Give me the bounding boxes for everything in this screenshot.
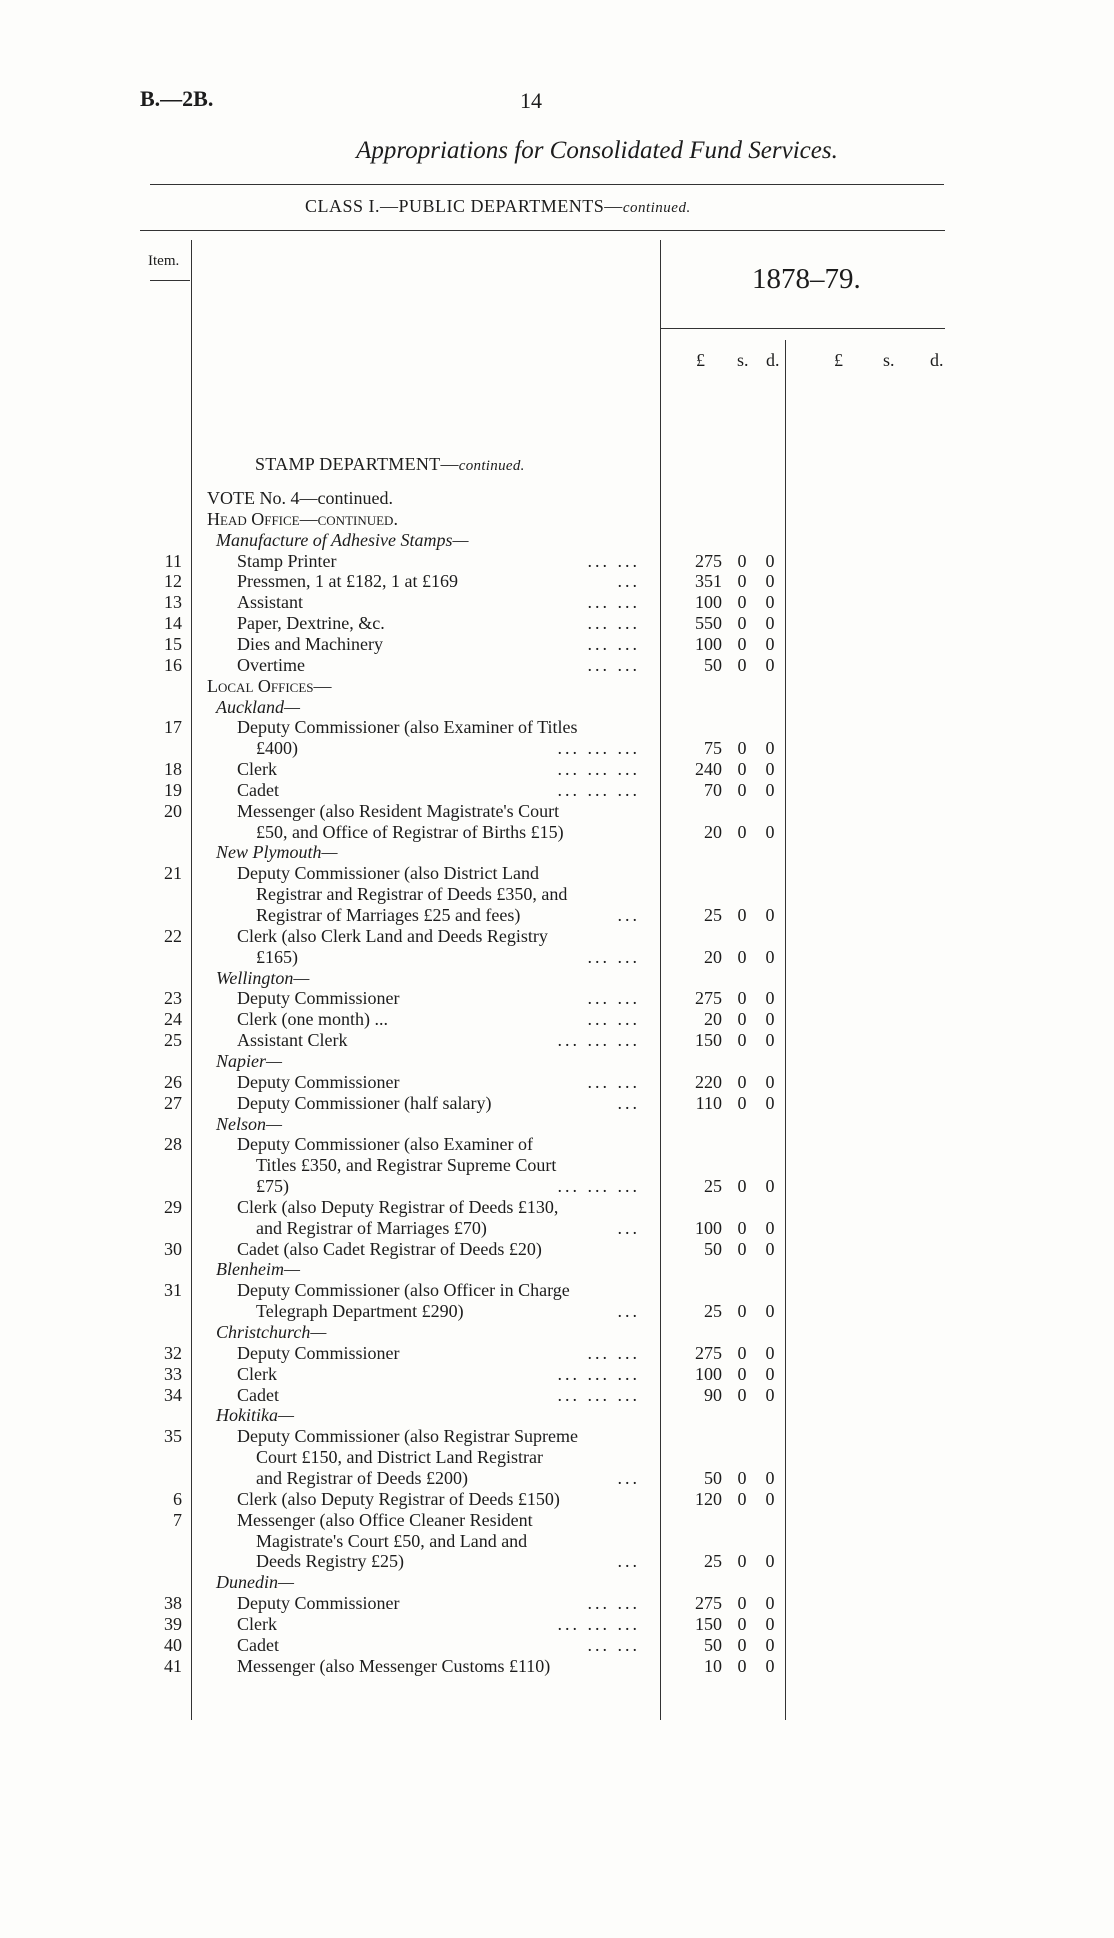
item-number: 30 xyxy=(164,1238,182,1259)
amount-pence: 0 xyxy=(765,1363,775,1384)
table-row xyxy=(0,1364,1114,1385)
table-row xyxy=(0,551,1114,572)
amount-pounds: 25 xyxy=(704,905,722,925)
year-header: 1878–79. xyxy=(752,263,861,295)
line-description: Stamp Printer xyxy=(237,550,337,571)
item-number: 22 xyxy=(164,925,182,946)
pence-header-2: d. xyxy=(930,350,944,370)
item-number: 15 xyxy=(164,633,182,654)
line-description: Blenheim— xyxy=(216,1259,300,1280)
table-row xyxy=(0,1489,1114,1510)
shillings-header-1: s. xyxy=(737,350,749,370)
line-description: Deeds Registry £25) xyxy=(256,1551,404,1572)
table-row xyxy=(0,1405,1114,1426)
table-row xyxy=(0,1259,1114,1280)
amount-shillings: 0 xyxy=(737,633,747,654)
amount-pounds: 50 xyxy=(704,1238,722,1259)
table-row xyxy=(0,1447,1114,1468)
line-description: Messenger (also Resident Magistrate's Court xyxy=(237,800,560,821)
amount-pence: 0 xyxy=(765,1551,775,1572)
table-row xyxy=(0,926,1114,947)
amount-pence: 0 xyxy=(765,1030,775,1051)
amount-pence: 0 xyxy=(765,550,775,571)
amount-shillings: 0 xyxy=(737,1301,747,1322)
amount-shillings: 0 xyxy=(737,821,747,842)
dot-leader: ... xyxy=(617,1217,640,1238)
table-row xyxy=(0,988,1114,1009)
amount-shillings: 0 xyxy=(737,1655,747,1676)
item-number: 17 xyxy=(164,717,182,738)
amount-pence: 0 xyxy=(765,571,775,592)
amount-shillings: 0 xyxy=(737,738,747,759)
line-description: New Plymouth— xyxy=(216,842,338,863)
dot-leader: ... xyxy=(617,1092,640,1113)
amount-pounds: 25 xyxy=(704,1301,722,1322)
amount-pence: 0 xyxy=(765,1176,775,1197)
line-description: Deputy Commissioner (also Examiner of xyxy=(237,1134,533,1155)
table-row xyxy=(0,1322,1114,1343)
amount-shillings: 0 xyxy=(737,1176,747,1197)
line-description: Overtime xyxy=(237,654,305,675)
amount-pence: 0 xyxy=(765,1467,775,1488)
amount-pounds: 25 xyxy=(704,1176,722,1197)
item-number: 13 xyxy=(164,592,182,613)
table-row xyxy=(0,697,1114,718)
item-column-header: Item. xyxy=(148,253,180,269)
page-number: 14 xyxy=(520,88,542,113)
item-number: 6 xyxy=(173,1488,182,1509)
line-description: Hokitika— xyxy=(216,1405,294,1426)
item-number: 41 xyxy=(164,1655,182,1676)
line-description: Manufacture of Adhesive Stamps— xyxy=(216,529,469,550)
line-description: Titles £350, and Registrar Supreme Court xyxy=(256,1155,557,1176)
amount-pence: 0 xyxy=(765,1342,775,1363)
table-row xyxy=(0,822,1114,843)
dot-leader: ... ... xyxy=(587,613,640,634)
line-description: Deputy Commissioner xyxy=(237,1342,400,1363)
line-description: Napier— xyxy=(216,1050,283,1071)
amount-pence: 0 xyxy=(765,821,775,842)
line-description: Clerk (also Clerk Land and Deeds Registry xyxy=(237,925,548,946)
amount-pounds: 220 xyxy=(695,1071,722,1092)
table-row xyxy=(0,1656,1114,1677)
table-row xyxy=(0,1531,1114,1552)
item-number: 33 xyxy=(164,1363,182,1384)
amount-pence: 0 xyxy=(765,738,775,759)
line-description: Messenger (also Messenger Customs £110) xyxy=(237,1655,551,1676)
amount-shillings: 0 xyxy=(737,1217,747,1238)
dot-leader: ... ... ... xyxy=(557,759,640,780)
amount-pounds: 20 xyxy=(704,1009,722,1030)
amount-pounds: 150 xyxy=(695,1030,722,1051)
section-title xyxy=(255,454,525,475)
table-row xyxy=(0,655,1114,676)
table-row xyxy=(0,1072,1114,1093)
line-description: Clerk (also Deputy Registrar of Deeds £150) xyxy=(237,1488,560,1509)
amount-pence: 0 xyxy=(765,1384,775,1405)
table-top-rule xyxy=(140,230,945,231)
table-row xyxy=(0,884,1114,905)
item-number: 24 xyxy=(164,1009,182,1030)
table-row xyxy=(0,613,1114,634)
amount-shillings: 0 xyxy=(737,571,747,592)
amount-shillings: 0 xyxy=(737,1488,747,1509)
page-title: Appropriations for Consolidated Fund Services. xyxy=(356,137,838,164)
shillings-header-2: s. xyxy=(883,350,895,370)
table-row xyxy=(0,947,1114,968)
amount-shillings: 0 xyxy=(737,1009,747,1030)
amount-pence: 0 xyxy=(765,759,775,780)
table-row xyxy=(0,801,1114,822)
line-description: Deputy Commissioner (also District Land xyxy=(237,863,539,884)
item-number: 34 xyxy=(164,1384,182,1405)
item-number: 32 xyxy=(164,1342,182,1363)
item-number: 21 xyxy=(164,863,182,884)
amount-shillings: 0 xyxy=(737,779,747,800)
amount-pence: 0 xyxy=(765,1301,775,1322)
table-row xyxy=(0,1030,1114,1051)
dot-leader: ... xyxy=(617,1551,640,1572)
amount-pounds: 275 xyxy=(695,550,722,571)
amount-pounds: 100 xyxy=(695,1217,722,1238)
amount-pence: 0 xyxy=(765,779,775,800)
item-number: 19 xyxy=(164,779,182,800)
item-number: 35 xyxy=(164,1426,182,1447)
line-description: Assistant xyxy=(237,592,304,613)
table-row xyxy=(0,1635,1114,1656)
line-description: Messenger (also Office Cleaner Resident xyxy=(237,1509,533,1530)
amount-pounds: 90 xyxy=(704,1384,722,1405)
item-number: 7 xyxy=(173,1509,182,1530)
amount-pounds: 240 xyxy=(695,759,722,780)
amount-pence: 0 xyxy=(765,1092,775,1113)
line-description: Cadet xyxy=(237,1384,279,1405)
item-number: 28 xyxy=(164,1134,182,1155)
dot-leader: ... xyxy=(617,905,640,925)
amount-pence: 0 xyxy=(765,988,775,1009)
line-description: Deputy Commissioner (also Officer in Charge xyxy=(237,1280,570,1301)
line-description: Local Offices— xyxy=(207,675,332,696)
table-row xyxy=(0,759,1114,780)
line-description: Christchurch— xyxy=(216,1322,327,1342)
amount-pounds: 75 xyxy=(704,738,722,759)
item-number: 27 xyxy=(164,1092,182,1113)
table-row xyxy=(0,530,1114,551)
item-number: 16 xyxy=(164,654,182,675)
amount-pence: 0 xyxy=(765,905,775,925)
amount-pence: 0 xyxy=(765,1634,775,1655)
amount-pence: 0 xyxy=(765,1217,775,1238)
line-description: Deputy Commissioner xyxy=(237,1593,400,1614)
table-row xyxy=(0,1176,1114,1197)
table-row xyxy=(0,842,1114,863)
line-description: £165) xyxy=(256,946,298,967)
dot-leader: ... ... ... xyxy=(557,1030,640,1051)
dot-leader: ... ... xyxy=(587,988,640,1009)
amount-pence: 0 xyxy=(765,1009,775,1030)
amount-pence: 0 xyxy=(765,1613,775,1634)
table-row xyxy=(0,1197,1114,1218)
class-heading xyxy=(305,196,691,217)
amount-pence: 0 xyxy=(765,946,775,967)
section-title-cont: continued. xyxy=(458,458,525,474)
line-description: £50, and Office of Registrar of Births £15) xyxy=(256,821,564,842)
dot-leader: ... xyxy=(617,1467,640,1488)
amount-shillings: 0 xyxy=(737,1030,747,1051)
amount-pounds: 100 xyxy=(695,633,722,654)
dot-leader: ... ... ... xyxy=(557,779,640,800)
item-number: 14 xyxy=(164,613,182,634)
dot-leader: ... ... xyxy=(587,1593,640,1614)
item-number: 20 xyxy=(164,800,182,821)
item-number: 11 xyxy=(164,550,182,571)
table-row xyxy=(0,634,1114,655)
amount-pounds: 550 xyxy=(695,613,722,634)
pence-header-1: d. xyxy=(766,350,780,370)
line-description: Telegraph Department £290) xyxy=(256,1301,464,1322)
amount-pence: 0 xyxy=(765,1488,775,1509)
amount-pounds: 150 xyxy=(695,1613,722,1634)
line-description: Clerk xyxy=(237,1613,277,1634)
item-number: 39 xyxy=(164,1613,182,1634)
table-row xyxy=(0,1114,1114,1135)
amount-shillings: 0 xyxy=(737,1613,747,1634)
dot-leader: ... xyxy=(617,571,640,592)
dot-leader: ... ... ... xyxy=(557,1613,640,1634)
dot-leader: ... xyxy=(617,1301,640,1322)
amount-shillings: 0 xyxy=(737,550,747,571)
table-row xyxy=(0,1093,1114,1114)
amount-shillings: 0 xyxy=(737,1363,747,1384)
amount-shillings: 0 xyxy=(737,1593,747,1614)
amount-shillings: 0 xyxy=(737,905,747,925)
amount-pounds: 351 xyxy=(695,571,722,592)
amount-shillings: 0 xyxy=(737,1384,747,1405)
amount-pounds: 25 xyxy=(704,1551,722,1572)
item-number: 12 xyxy=(164,571,182,592)
amount-shillings: 0 xyxy=(737,988,747,1009)
item-number: 29 xyxy=(164,1196,182,1217)
amount-pounds: 275 xyxy=(695,988,722,1009)
amount-shillings: 0 xyxy=(737,1092,747,1113)
line-description: Clerk xyxy=(237,1363,277,1384)
table-row xyxy=(0,509,1114,530)
line-description: Clerk (also Deputy Registrar of Deeds £130, xyxy=(237,1196,559,1217)
amount-shillings: 0 xyxy=(737,1342,747,1363)
amount-pence: 0 xyxy=(765,592,775,613)
table-row xyxy=(0,1155,1114,1176)
table-row xyxy=(0,1134,1114,1155)
amount-pence: 0 xyxy=(765,654,775,675)
dot-leader: ... ... ... xyxy=(557,1384,640,1405)
table-row xyxy=(0,1510,1114,1531)
table-row xyxy=(0,592,1114,613)
dot-leader: ... ... xyxy=(587,1009,640,1030)
table-row xyxy=(0,863,1114,884)
amount-pounds: 70 xyxy=(704,779,722,800)
table-row xyxy=(0,780,1114,801)
table-row xyxy=(0,1343,1114,1364)
section-title-text: STAMP DEPARTMENT— xyxy=(255,454,459,474)
line-description: Head Office—continued. xyxy=(207,508,398,529)
item-number: 23 xyxy=(164,988,182,1009)
line-description: Clerk xyxy=(237,759,277,780)
line-description: Cadet (also Cadet Registrar of Deeds £20) xyxy=(237,1238,542,1259)
line-description: Cadet xyxy=(237,779,279,800)
year-underline xyxy=(660,328,945,329)
line-description: Dies and Machinery xyxy=(237,633,383,654)
table-row xyxy=(0,968,1114,989)
amount-pence: 0 xyxy=(765,1071,775,1092)
line-description: Assistant Clerk xyxy=(237,1030,348,1051)
amount-pounds: 50 xyxy=(704,654,722,675)
amount-pounds: 20 xyxy=(704,821,722,842)
table-row xyxy=(0,1301,1114,1322)
table-row xyxy=(0,1218,1114,1239)
table-row xyxy=(0,1280,1114,1301)
amount-shillings: 0 xyxy=(737,759,747,780)
table-row xyxy=(0,905,1114,926)
amount-shillings: 0 xyxy=(737,1634,747,1655)
amount-shillings: 0 xyxy=(737,1071,747,1092)
line-description: £400) xyxy=(256,738,298,759)
dot-leader: ... ... ... xyxy=(557,1176,640,1197)
line-description: Pressmen, 1 at £182, 1 at £169 xyxy=(237,571,458,592)
line-description: Deputy Commissioner (also Registrar Supreme xyxy=(237,1426,578,1447)
line-description: Deputy Commissioner xyxy=(237,1071,400,1092)
table-row xyxy=(0,1009,1114,1030)
table-row xyxy=(0,1551,1114,1572)
amount-pence: 0 xyxy=(765,613,775,634)
line-description: Dunedin— xyxy=(216,1572,294,1593)
line-description: Cadet xyxy=(237,1634,279,1655)
item-header-underline xyxy=(150,280,190,281)
title-rule xyxy=(150,184,944,185)
pound-header-2: £ xyxy=(834,350,843,370)
dot-leader: ... ... ... xyxy=(557,738,640,759)
amount-pounds: 50 xyxy=(704,1634,722,1655)
table-row xyxy=(0,1426,1114,1447)
amount-pounds: 10 xyxy=(704,1655,722,1676)
amount-shillings: 0 xyxy=(737,1467,747,1488)
table-row xyxy=(0,571,1114,592)
table-row xyxy=(0,676,1114,697)
item-number: 38 xyxy=(164,1593,182,1614)
table-row xyxy=(0,1239,1114,1260)
amount-shillings: 0 xyxy=(737,613,747,634)
line-description: Clerk (one month) ... xyxy=(237,1009,388,1030)
class-heading-text: CLASS I.—PUBLIC DEPARTMENTS— xyxy=(305,196,623,216)
line-description: £75) xyxy=(256,1176,289,1197)
line-description: Auckland— xyxy=(216,696,300,717)
line-description: Registrar and Registrar of Deeds £350, and xyxy=(256,884,568,905)
line-description: Deputy Commissioner xyxy=(237,988,400,1009)
line-description: Paper, Dextrine, &c. xyxy=(237,613,385,634)
dot-leader: ... ... xyxy=(587,1342,640,1363)
line-description: Nelson— xyxy=(216,1113,283,1134)
line-description: Deputy Commissioner (also Examiner of Titles xyxy=(237,717,578,738)
dot-leader: ... ... xyxy=(587,946,640,967)
dot-leader: ... ... xyxy=(587,592,640,613)
line-description: and Registrar of Marriages £70) xyxy=(256,1217,487,1238)
amount-shillings: 0 xyxy=(737,592,747,613)
table-row xyxy=(0,717,1114,738)
amount-pence: 0 xyxy=(765,1655,775,1676)
amount-pounds: 275 xyxy=(695,1342,722,1363)
amount-shillings: 0 xyxy=(737,946,747,967)
line-description: Registrar of Marriages £25 and fees) xyxy=(256,905,521,925)
item-number: 31 xyxy=(164,1280,182,1301)
item-number: 40 xyxy=(164,1634,182,1655)
table-row xyxy=(0,1593,1114,1614)
dot-leader: ... ... xyxy=(587,654,640,675)
table-row xyxy=(0,488,1114,509)
document-reference: B.—2B. xyxy=(140,86,214,111)
line-description: and Registrar of Deeds £200) xyxy=(256,1467,468,1488)
dot-leader: ... ... xyxy=(587,550,640,571)
amount-pounds: 100 xyxy=(695,592,722,613)
table-row xyxy=(0,1385,1114,1406)
dot-leader: ... ... xyxy=(587,633,640,654)
amount-pounds: 50 xyxy=(704,1467,722,1488)
line-description: Court £150, and District Land Registrar xyxy=(256,1447,543,1468)
amount-pounds: 120 xyxy=(695,1488,722,1509)
amount-pounds: 20 xyxy=(704,946,722,967)
amount-pence: 0 xyxy=(765,1238,775,1259)
amount-shillings: 0 xyxy=(737,654,747,675)
pound-header-1: £ xyxy=(696,350,705,370)
table-row xyxy=(0,1051,1114,1072)
line-description: Magistrate's Court £50, and Land and xyxy=(256,1530,528,1551)
amount-pounds: 275 xyxy=(695,1593,722,1614)
item-number: 26 xyxy=(164,1071,182,1092)
line-description: Wellington— xyxy=(216,967,310,988)
amount-shillings: 0 xyxy=(737,1551,747,1572)
amount-pence: 0 xyxy=(765,633,775,654)
amount-pence: 0 xyxy=(765,1593,775,1614)
amount-pounds: 110 xyxy=(695,1092,722,1113)
class-heading-cont: continued. xyxy=(622,200,691,216)
line-description: Deputy Commissioner (half salary) xyxy=(237,1092,492,1113)
item-number: 25 xyxy=(164,1030,182,1051)
dot-leader: ... ... xyxy=(587,1634,640,1655)
table-row xyxy=(0,1572,1114,1593)
item-number: 18 xyxy=(164,759,182,780)
table-row xyxy=(0,1614,1114,1635)
dot-leader: ... ... ... xyxy=(557,1363,640,1384)
table-row xyxy=(0,738,1114,759)
line-description: VOTE No. 4—continued. xyxy=(207,488,393,508)
table-row xyxy=(0,1468,1114,1489)
dot-leader: ... ... xyxy=(587,1071,640,1092)
amount-pounds: 100 xyxy=(695,1363,722,1384)
amount-shillings: 0 xyxy=(737,1238,747,1259)
